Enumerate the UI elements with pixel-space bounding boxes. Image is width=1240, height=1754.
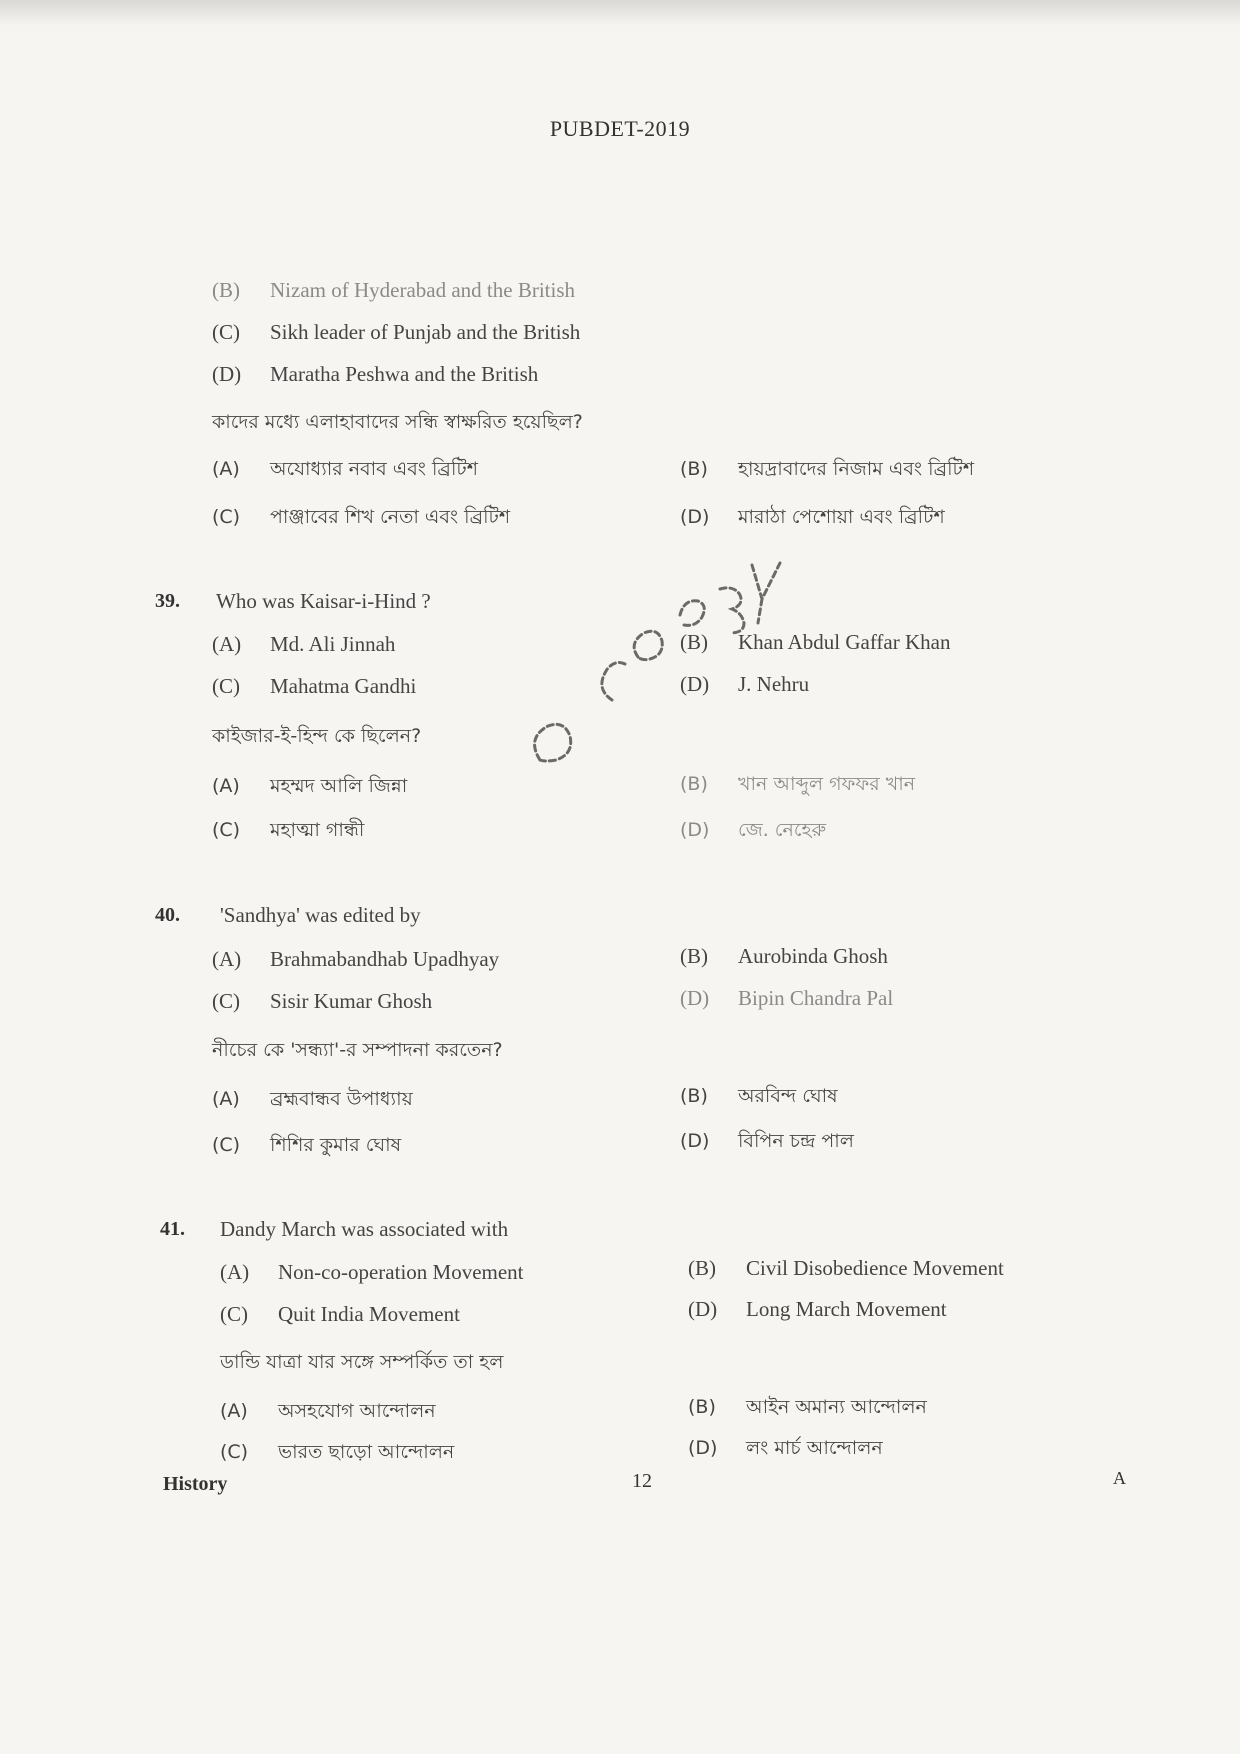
footer-subject: History — [163, 1473, 228, 1495]
q40-option-d-en: (D) Bipin Chandra Pal — [680, 986, 894, 1010]
q39-option-a-en: (A) Md. Ali Jinnah — [212, 632, 396, 656]
q40-option-a-en: (A) Brahmabandhab Upadhyay — [212, 947, 500, 971]
q39-option-b-bn: (B) খান আব্দুল গফফর খান — [680, 773, 916, 795]
q40-option-b-bn: (B) অরবিন্দ ঘোষ — [680, 1085, 838, 1107]
q39-option-d-bn: (D) জে. নেহেরু — [680, 819, 827, 841]
scan-top-edge — [0, 0, 1240, 26]
q41-option-a-en: (A) Non-co-operation Movement — [220, 1260, 524, 1284]
question-40-text-bn: নীচের কে 'সন্ধ্যা'-র সম্পাদনা করতেন? — [212, 1039, 503, 1061]
office-copy-stamp — [520, 545, 850, 805]
page-number: 12 — [632, 1470, 652, 1492]
q41-option-c-bn: (C) ভারত ছাড়ো আন্দোলন — [220, 1441, 455, 1463]
question-39-text-en: Who was Kaisar-i-Hind ? — [216, 589, 431, 613]
set-code: A — [1113, 1468, 1126, 1488]
q41-option-d-en: (D) Long March Movement — [688, 1297, 947, 1321]
q39-option-c-en: (C) Mahatma Gandhi — [212, 674, 417, 698]
q41-option-d-bn: (D) লং মার্চ আন্দোলন — [688, 1437, 883, 1459]
prev-question-bn: কাদের মধ্যে এলাহাবাদের সন্ধি স্বাক্ষরিত হয়েছিল? — [212, 411, 583, 433]
q40-option-c-en: (C) Sisir Kumar Ghosh — [212, 989, 433, 1013]
q41-option-b-bn: (B) আইন অমান্য আন্দোলন — [688, 1396, 927, 1418]
q40-option-a-bn: (A) ব্রহ্মবান্ধব উপাধ্যায় — [212, 1088, 413, 1110]
question-41-text-en: Dandy March was associated with — [220, 1217, 509, 1241]
q40-option-c-bn: (C) শিশির কুমার ঘোষ — [212, 1134, 402, 1156]
prev-option-c-bn: (C) পাঞ্জাবের শিখ নেতা এবং ব্রিটিশ — [212, 506, 511, 528]
prev-option-c-en: (C) Sikh leader of Punjab and the British — [212, 320, 581, 344]
page-title: PUBDET-2019 — [549, 116, 691, 141]
q41-option-c-en: (C) Quit India Movement — [220, 1302, 460, 1326]
q39-option-c-bn: (C) মহাত্মা গান্ধী — [212, 819, 365, 841]
prev-option-b-bn: (B) হায়দ্রাবাদের নিজাম এবং ব্রিটিশ — [680, 458, 975, 480]
question-39-number: 39. — [155, 590, 180, 612]
prev-option-b-en: (B) Nizam of Hyderabad and the British — [212, 278, 575, 302]
prev-option-d-bn: (D) মারাঠা পেশোয়া এবং ব্রিটিশ — [680, 506, 945, 528]
question-41-text-bn: ডান্ডি যাত্রা যার সঙ্গে সম্পর্কিত তা হল — [220, 1351, 504, 1373]
question-40-number: 40. — [155, 904, 180, 926]
prev-option-d-en: (D) Maratha Peshwa and the British — [212, 362, 539, 386]
prev-option-a-bn: (A) অযোধ্যার নবাব এবং ব্রিটিশ — [212, 458, 478, 480]
q39-option-b-en: (B) Khan Abdul Gaffar Khan — [680, 630, 951, 654]
q39-option-a-bn: (A) মহম্মদ আলি জিন্না — [212, 775, 408, 797]
q39-option-d-en: (D) J. Nehru — [680, 672, 810, 696]
question-41-number: 41. — [160, 1218, 185, 1240]
question-39-text-bn: কাইজার-ই-হিন্দ কে ছিলেন? — [212, 725, 422, 747]
q41-option-b-en: (B) Civil Disobedience Movement — [688, 1256, 1004, 1280]
q41-option-a-bn: (A) অসহযোগ আন্দোলন — [220, 1400, 436, 1422]
question-40-text-en: 'Sandhya' was edited by — [220, 903, 421, 927]
q40-option-b-en: (B) Aurobinda Ghosh — [680, 944, 888, 968]
q40-option-d-bn: (D) বিপিন চন্দ্র পাল — [680, 1130, 854, 1152]
